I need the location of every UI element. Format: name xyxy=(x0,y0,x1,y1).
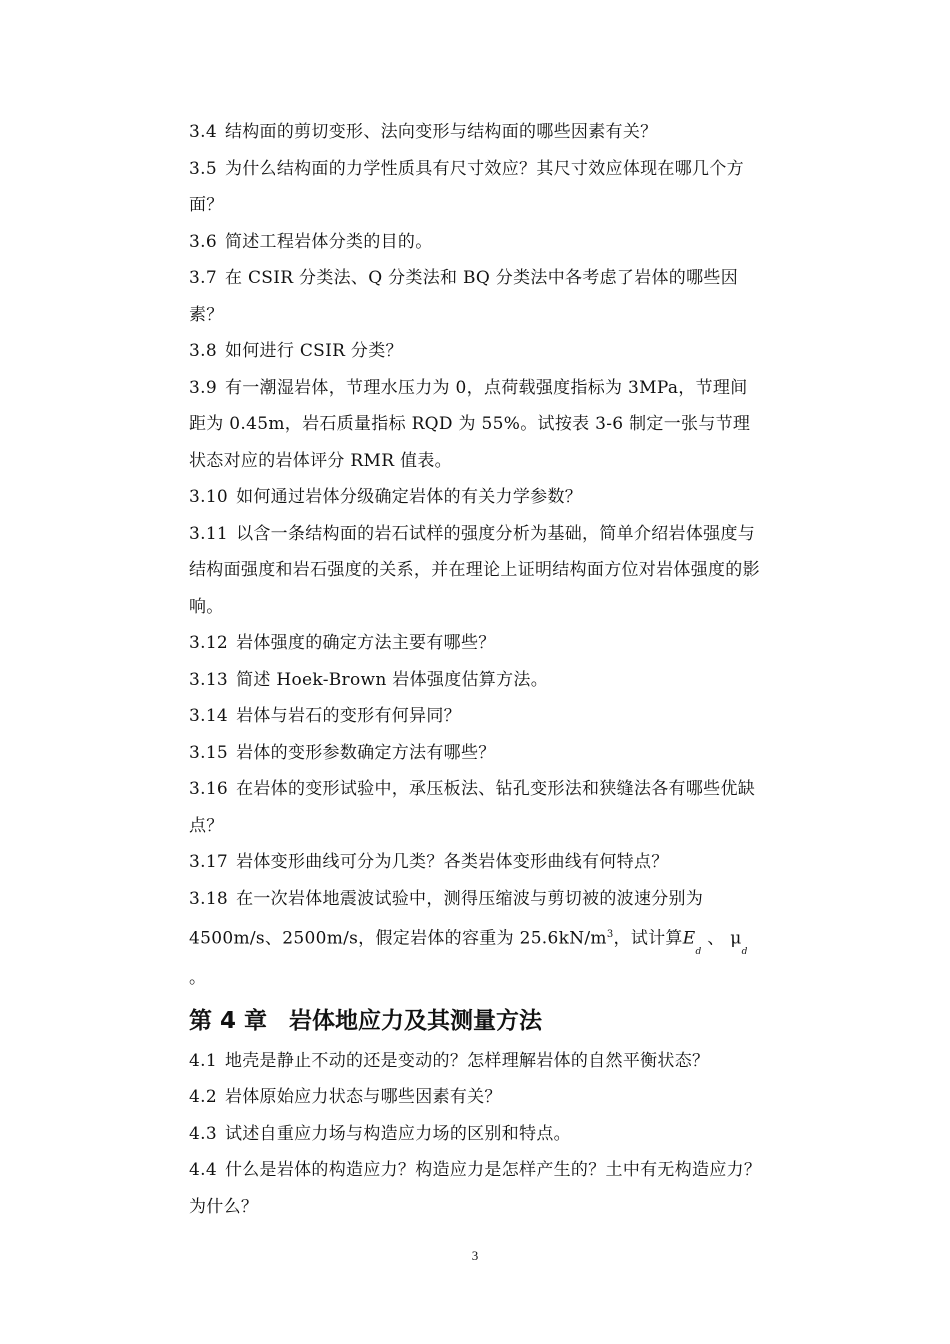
page-number: 3 xyxy=(471,1248,479,1263)
question-3-14: 3.14 岩体与岩石的变形有何异同？ xyxy=(189,706,461,726)
question-3-17: 3.17 岩体变形曲线可分为几类？各类岩体变形曲线有何特点？ xyxy=(189,852,669,872)
question-3-18: 3.18 在一次岩体地震波试验中，测得压缩波与剪切被的波速分别为 4500m/s、2500m/s，假定岩体的容重为 $25.6kN/m^3$，试计算$E_d$ 、 $\mu_d$ 。 xyxy=(189,888,748,989)
question-3-7: 3.7 在 CSIR 分类法、Q 分类法和 BQ 分类法中各考虑了岩体的哪些因素？ xyxy=(189,268,738,325)
question-3-11: 3.11 以含一条结构面的岩石试样的强度分析为基础，简单介绍岩体强度与结构面强度和岩石强度的关系，并在理论上证明结构面方位对岩体强度的影响。 xyxy=(189,523,760,617)
question-3-4: 3.4 结构面的剪切变形、法向变形与结构面的哪些因素有关？ xyxy=(189,122,658,142)
question-3-12: 3.12 岩体强度的确定方法主要有哪些？ xyxy=(189,633,496,653)
question-3-13: 3.13 简述 Hoek-Brown 岩体强度估算方法。 xyxy=(189,669,548,690)
question-4-4: 4.4 什么是岩体的构造应力？构造应力是怎样产生的？土中有无构造应力？为什么？ xyxy=(189,1160,762,1217)
question-3-15: 3.15 岩体的变形参数确定方法有哪些？ xyxy=(189,742,496,763)
question-3-10: 3.10 如何通过岩体分级确定岩体的有关力学参数？ xyxy=(189,487,583,507)
chapter-4-heading: 第 4 章 岩体地应力及其测量方法 xyxy=(189,1007,543,1034)
question-3-9: 3.9 有一潮湿岩体，节理水压力为 0，点荷载强度指标为 3MPa，节理间距为 0.45m，岩石质量指标 RQD 为 55%。试按表 3-6 制定一张与节理状态对应的岩体评分 RMR 值表。 xyxy=(189,377,751,471)
question-4-2: 4.2 岩体原始应力状态与哪些因素有关？ xyxy=(189,1087,502,1108)
symbol-E: E xyxy=(682,928,696,949)
question-3-6: 3.6 简述工程岩体分类的目的。 xyxy=(189,231,433,252)
question-4-3: 4.3 试述自重应力场与构造应力场的区别和特点。 xyxy=(189,1123,571,1144)
page-content xyxy=(189,114,764,1225)
question-3-8: 3.8 如何进行 CSIR 分类？ xyxy=(189,341,403,361)
question-4-1: 4.1 地壳是静止不动的还是变动的？怎样理解岩体的自然平衡状态？ xyxy=(189,1050,710,1071)
question-3-5: 3.5 为什么结构面的力学性质具有尺寸效应？其尺寸效应体现在哪几个方面？ xyxy=(189,158,744,215)
symbol-mu: μ xyxy=(730,928,742,949)
question-3-16: 3.16 在岩体的变形试验中，承压板法、钻孔变形法和狭缝法各有哪些优缺点？ xyxy=(189,779,756,836)
superscript-3: 3 xyxy=(606,929,614,940)
